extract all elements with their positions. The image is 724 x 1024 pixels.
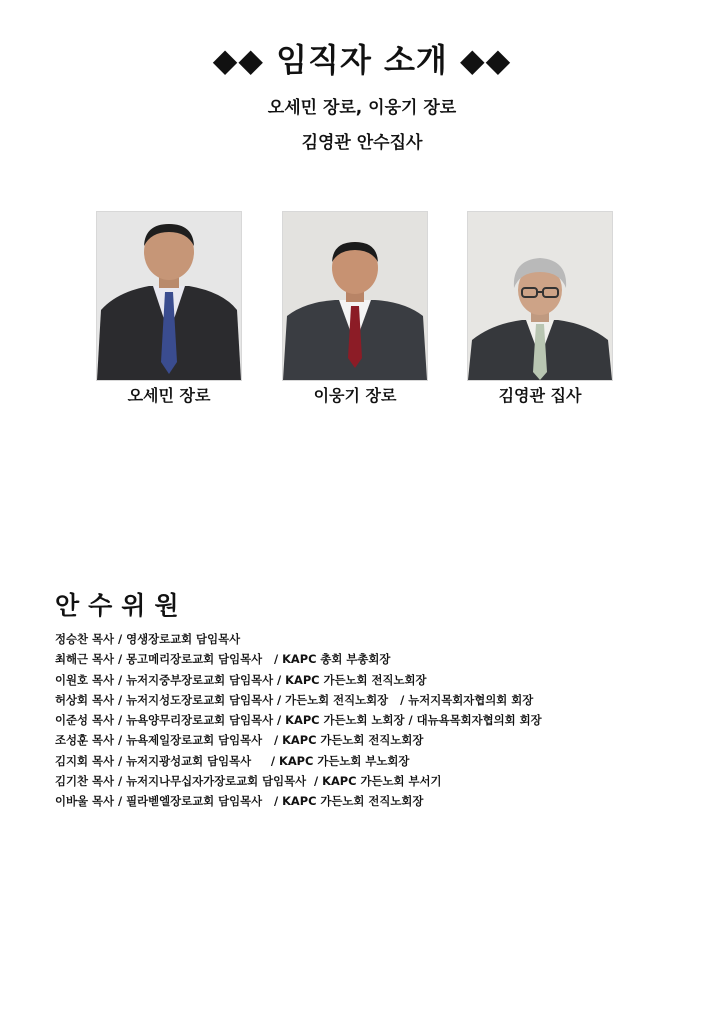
portrait-image-1 — [97, 212, 241, 380]
portrait-image-2 — [283, 212, 427, 380]
list-item: 이준성 목사 / 뉴욕양무리장로교회 담임목사 / KAPC 가든노회 노회장 / 대뉴욕목회자협의회 회장 — [55, 713, 542, 728]
list-item: 김지회 목사 / 뉴저지광성교회 담임목사 / KAPC 가든노회 부노회장 — [55, 753, 410, 768]
list-item: 허상회 목사 / 뉴저지성도장로교회 담임목사 / 가든노회 전직노회장 / 뉴저지목회자협의회 회장 — [55, 692, 534, 707]
list-item: 최해근 목사 / 몽고메리장로교회 담임목사 / KAPC 총회 부총회장 — [55, 652, 391, 667]
portrait-caption-3: 김영관 집사 — [498, 386, 582, 405]
list-item: 이바울 목사 / 필라벧엘장로교회 담임목사 / KAPC 가든노회 전직노회장 — [55, 794, 424, 809]
portrait-card-1 — [96, 211, 242, 406]
portrait-card-2 — [282, 211, 428, 406]
portrait-photo-2 — [282, 211, 428, 381]
list-item: 김기찬 목사 / 뉴저지나무십자가장로교회 담임목사 / KAPC 가든노회 부서기 — [55, 774, 442, 789]
list-item: 이원호 목사 / 뉴저지중부장로교회 담임목사 / KAPC 가든노회 전직노회장 — [55, 672, 427, 687]
portrait-gallery — [0, 211, 724, 411]
subtitle-elders: 오세민 장로, 이웅기 장로 — [267, 98, 457, 118]
portrait-caption-2: 이웅기 장로 — [313, 386, 397, 405]
page-title: ◆◆ 임직자 소개 ◆◆ — [212, 41, 512, 79]
portrait-image-3 — [468, 212, 612, 380]
list-item: 정승찬 목사 / 영생장로교회 담임목사 — [55, 632, 241, 646]
committee-member-list — [55, 629, 695, 812]
portrait-photo-3 — [467, 211, 613, 381]
portrait-caption-1: 오세민 장로 — [127, 386, 211, 405]
portrait-card-3 — [467, 211, 613, 406]
list-item: 조성훈 목사 / 뉴욕제일장로교회 담임목사 / KAPC 가든노회 전직노회장 — [55, 733, 424, 748]
portrait-photo-1 — [96, 211, 242, 381]
subtitle-deacon: 김영관 안수집사 — [301, 133, 423, 153]
section-title-ordination-committee: 안수위원 — [55, 591, 188, 620]
